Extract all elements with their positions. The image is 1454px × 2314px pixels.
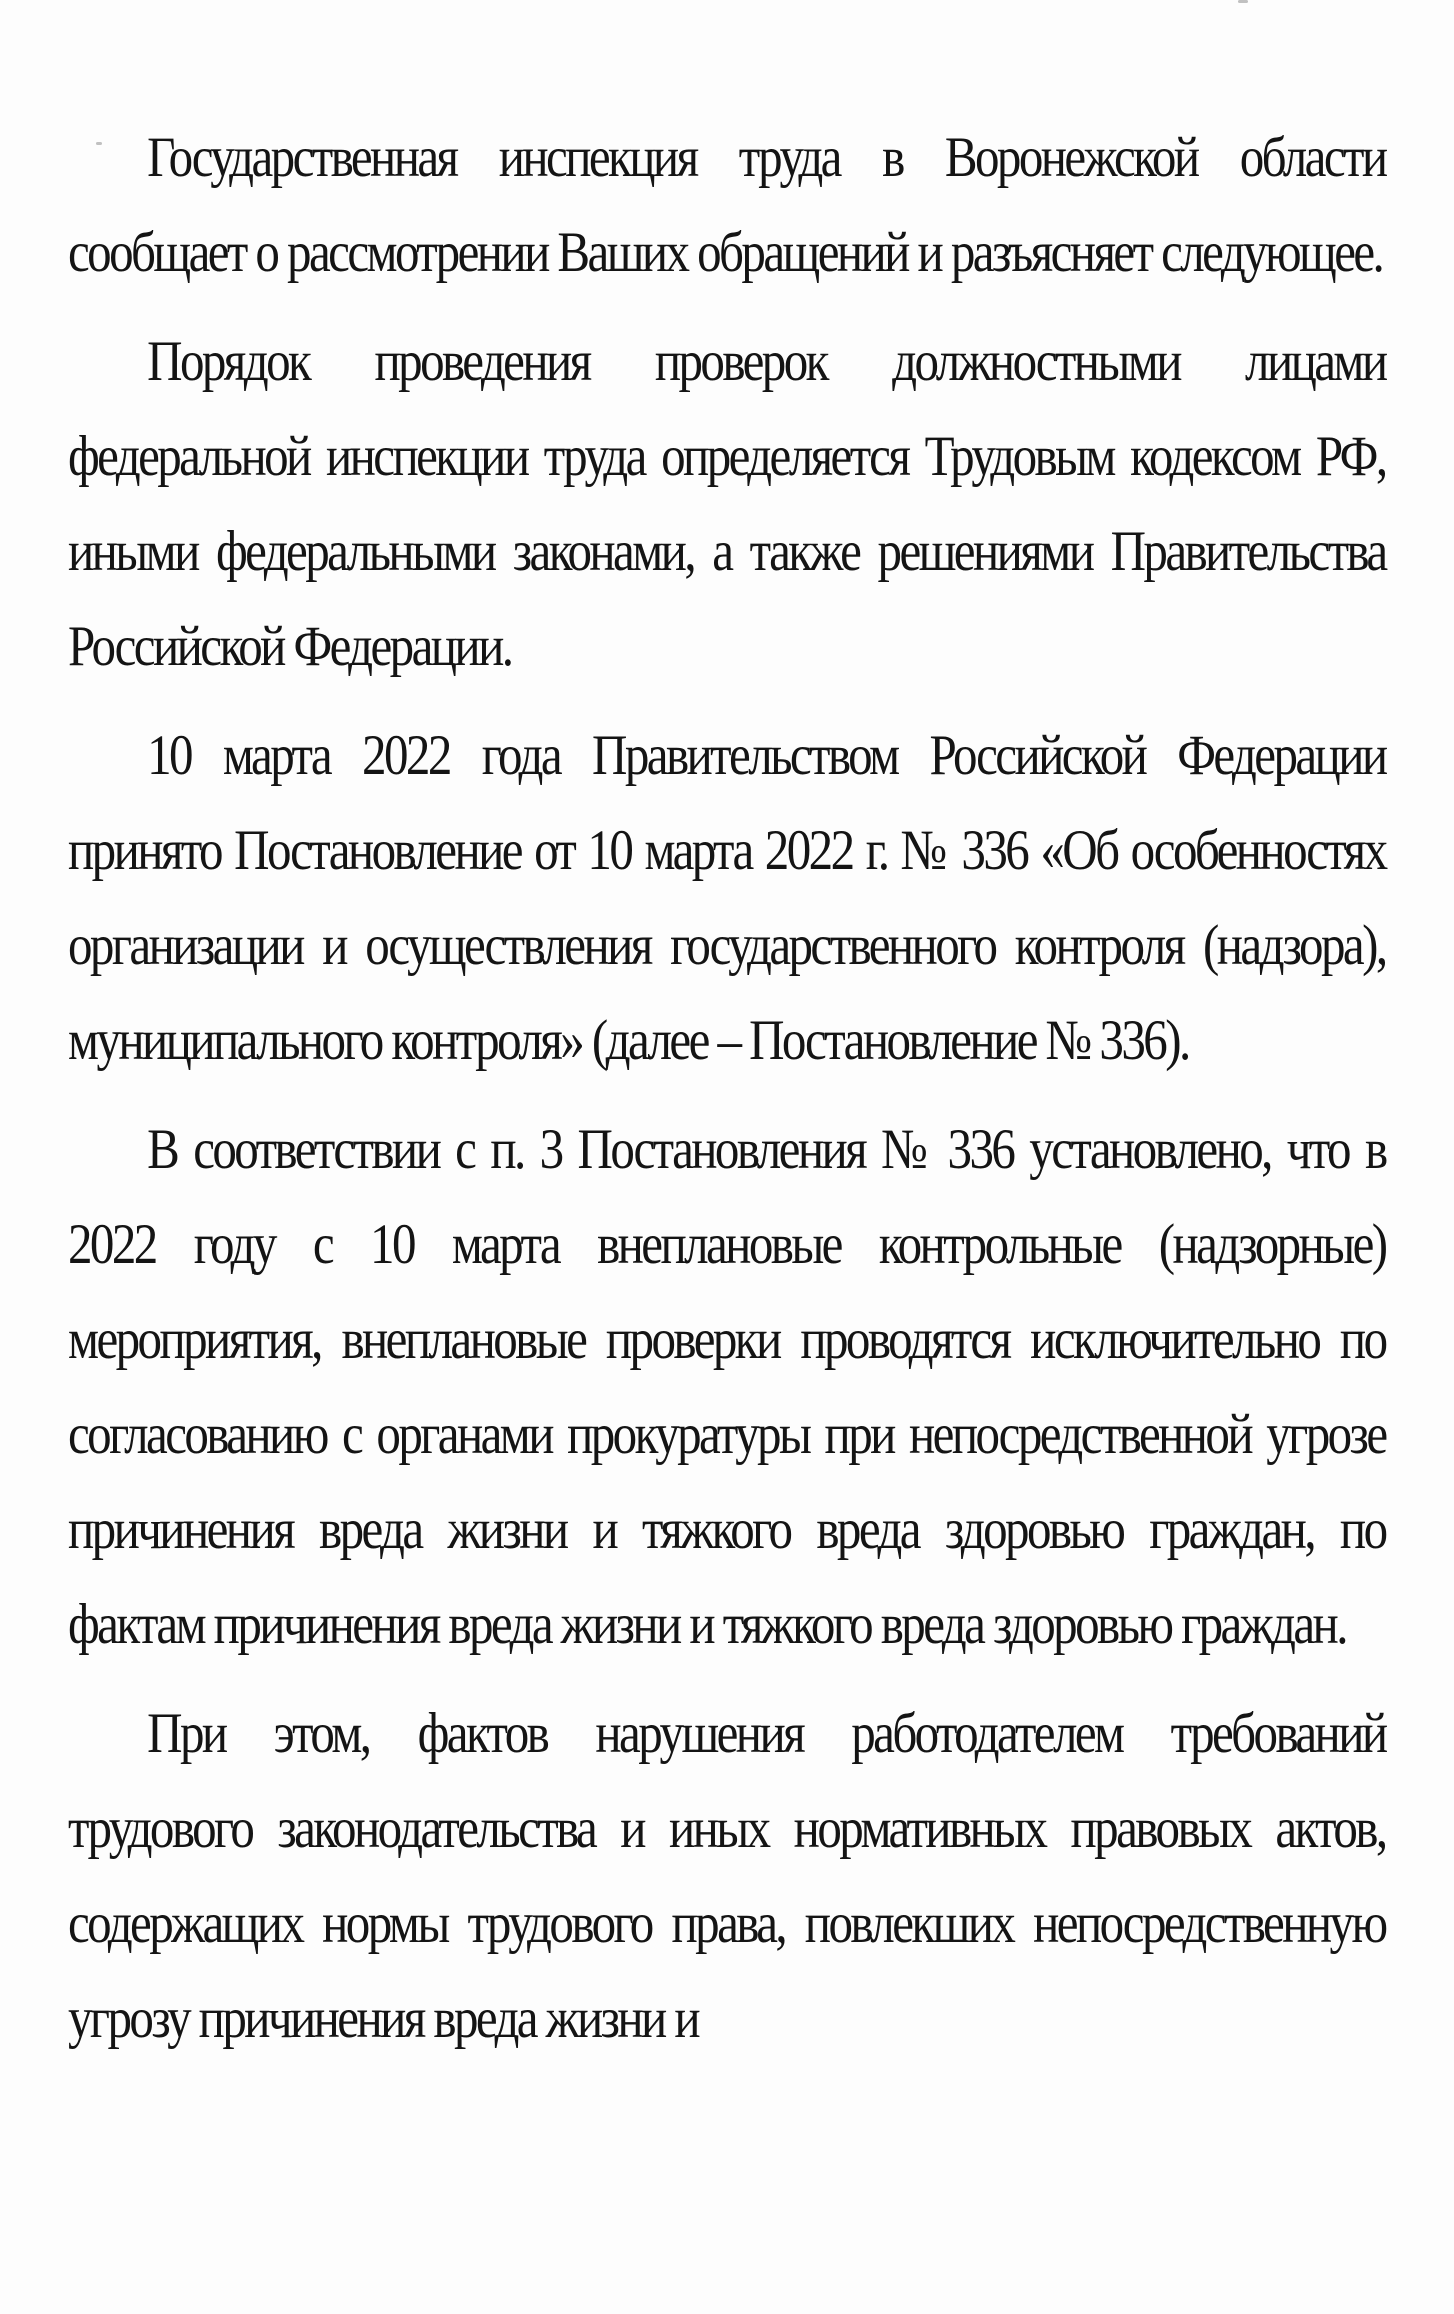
scan-speck bbox=[1238, 0, 1248, 3]
paragraph-5: При этом, фактов нарушения работодателем требований трудового законодательства и иных нормативных правовых актов, содержащих нормы трудового права, повлекших непосредственную угрозу причинения вреда жизни и bbox=[68, 1702, 1386, 2050]
paragraph-4: В соответствии с п. 3 Постановления № 336 установлено, что в 2022 году с 10 марта внеплановые контрольные (надзорные) мероприятия, внеплановые проверки проводятся исключительно по согласованию с органами прокуратуры при непосредственной угрозе причинения вреда жизни и тяжкого вреда здоровью граждан, по фактам причинения вреда жизни и тяжкого вреда здоровью граждан. bbox=[68, 1118, 1386, 1656]
paragraph-1: Государственная инспекция труда в Воронежской области сообщает о рассмотрении Ваших обращений и разъясняет следующее. bbox=[68, 126, 1386, 284]
paragraph-3: 10 марта 2022 года Правительством Российской Федерации принято Постановление от 10 марта 2022 г. № 336 «Об особенностях организации и осуществления государственного контроля (надзора), муниципального контроля» (далее – Постановление № 336). bbox=[68, 724, 1386, 1072]
document-body bbox=[68, 110, 1386, 2080]
paragraph-2: Порядок проведения проверок должностными лицами федеральной инспекции труда определяется Трудовым кодексом РФ, иными федеральными законами, а также решениями Правительства Российской Федерации. bbox=[68, 330, 1386, 678]
